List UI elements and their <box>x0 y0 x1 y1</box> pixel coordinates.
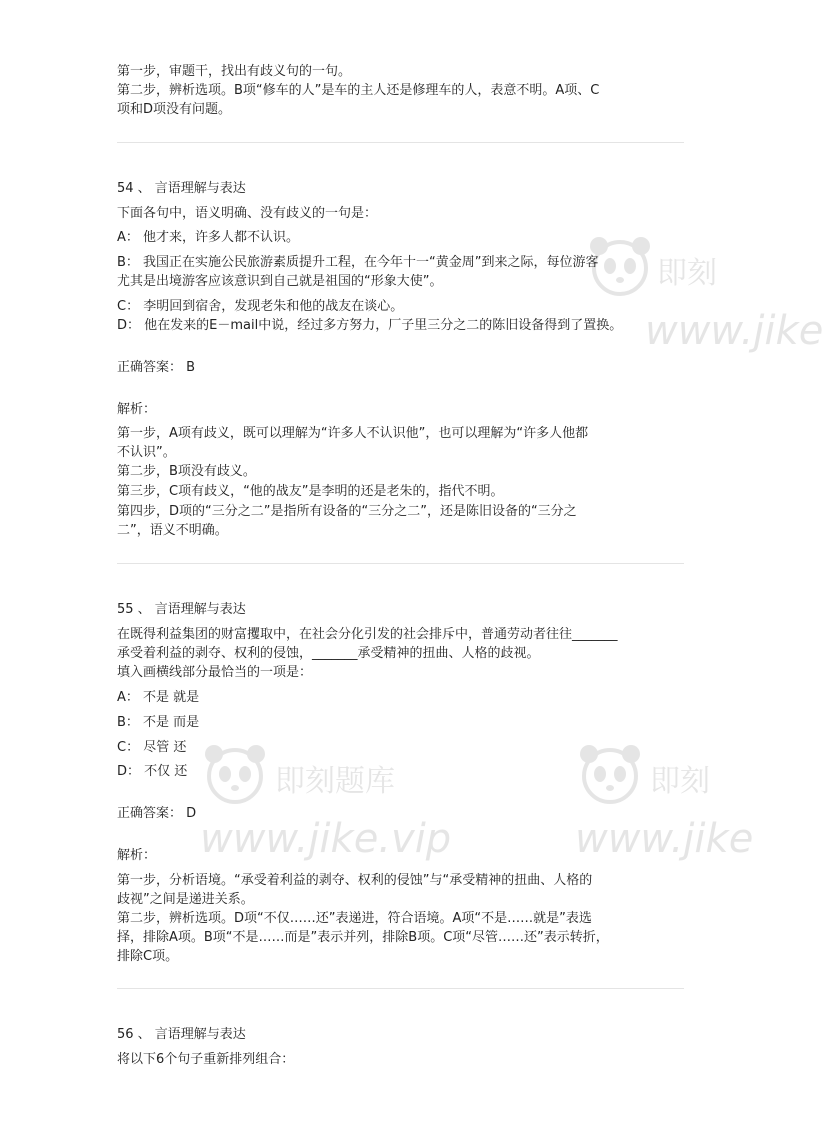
question-55-analysis-label: 解析： <box>117 848 157 863</box>
question-54-analysis-step2: 第二步，B项没有歧义。 <box>117 464 256 479</box>
question-54-analysis-step1-cont: 不认识”。 <box>117 445 176 460</box>
question-55-analysis-step2-cont2: 排除C项。 <box>117 949 179 964</box>
question-55-header: 55 、 言语理解与表达 <box>117 602 246 617</box>
divider <box>117 563 684 564</box>
question-54-header: 54 、 言语理解与表达 <box>117 181 246 196</box>
question-55-stem: 在既得利益集团的财富攫取中，在社会分化引发的社会排斥中，普通劳动者往往_______ <box>117 627 618 642</box>
panda-logo-icon <box>575 738 645 808</box>
question-54-analysis-step4-cont: 二”，语义不明确。 <box>117 523 228 538</box>
watermark <box>575 738 795 888</box>
panda-logo-icon <box>200 738 270 808</box>
question-54-option-b: B： 我国正在实施公民旅游素质提升工程，在今年十一“黄金周”到来之际，每位游客 <box>117 255 599 270</box>
watermark-url: www.jike <box>575 816 754 862</box>
question-55-option-b: B： 不是 而是 <box>117 715 200 730</box>
question-55-analysis-step1-cont: 歧视”之间是递进关系。 <box>117 892 254 907</box>
question-54-analysis-label: 解析： <box>117 402 157 417</box>
watermark <box>200 738 500 888</box>
watermark-brand: 即刻 <box>650 764 710 799</box>
question-54-option-b-cont: 尤其是出境游客应该意识到自己就是祖国的“形象大使”。 <box>117 274 443 289</box>
watermark-brand: 即刻 <box>657 256 717 291</box>
watermark-url: www.jike <box>645 308 823 354</box>
divider <box>117 988 684 989</box>
prev-analysis-step2-cont: 项和D项没有问题。 <box>117 102 232 117</box>
question-54-answer: 正确答案： B <box>117 360 196 375</box>
question-56-stem: 将以下6个句子重新排列组合： <box>117 1052 295 1067</box>
question-55-option-a: A： 不是 就是 <box>117 690 200 705</box>
question-54-analysis-step4: 第四步，D项的“三分之二”是指所有设备的“三分之二”，还是陈旧设备的“三分之 <box>117 504 577 519</box>
prev-analysis-step1: 第一步，审题干，找出有歧义句的一句。 <box>117 64 352 79</box>
question-54-option-d: D： 他在发来的E－mail中说，经过多方努力，厂子里三分之二的陈旧设备得到了置换。 <box>117 318 623 333</box>
question-55-option-c: C： 尽管 还 <box>117 740 187 755</box>
divider <box>117 142 684 143</box>
question-55-answer: 正确答案： D <box>117 806 197 821</box>
question-54-option-a: A： 他才来，许多人都不认识。 <box>117 230 300 245</box>
question-54-stem: 下面各句中，语义明确、没有歧义的一句是： <box>117 206 378 221</box>
question-55-analysis-step2: 第二步，辨析选项。D项“不仅……还”表递进，符合语境。A项“不是……就是”表选 <box>117 911 592 926</box>
question-55-analysis-step1: 第一步，分析语境。“承受着利益的剥夺、权利的侵蚀”与“承受精神的扭曲、人格的 <box>117 873 593 888</box>
watermark <box>585 230 823 380</box>
question-55-stem-cont: 承受着利益的剥夺、权利的侵蚀，_______承受精神的扭曲、人格的歧视。 <box>117 646 540 661</box>
question-55-instruction: 填入画横线部分最恰当的一项是： <box>117 665 313 680</box>
watermark-url: www.jike.vip <box>200 816 452 862</box>
question-54-analysis-step3: 第三步，C项有歧义，“他的战友”是李明的还是老朱的，指代不明。 <box>117 484 504 499</box>
question-54-option-c: C： 李明回到宿舍，发现老朱和他的战友在谈心。 <box>117 299 404 314</box>
question-55-analysis-step2-cont: 择，排除A项。B项“不是……而是”表示并列，排除B项。C项“尽管……还”表示转折， <box>117 930 609 945</box>
question-56-header: 56 、 言语理解与表达 <box>117 1027 246 1042</box>
question-54-analysis-step1: 第一步，A项有歧义，既可以理解为“许多人不认识他”，也可以理解为“许多人他都 <box>117 426 589 441</box>
question-55-option-d: D： 不仅 还 <box>117 764 188 779</box>
prev-analysis-step2: 第二步，辨析选项。B项“修车的人”是车的主人还是修理车的人，表意不明。A项、C <box>117 83 600 98</box>
watermark-brand: 即刻题库 <box>275 764 395 799</box>
